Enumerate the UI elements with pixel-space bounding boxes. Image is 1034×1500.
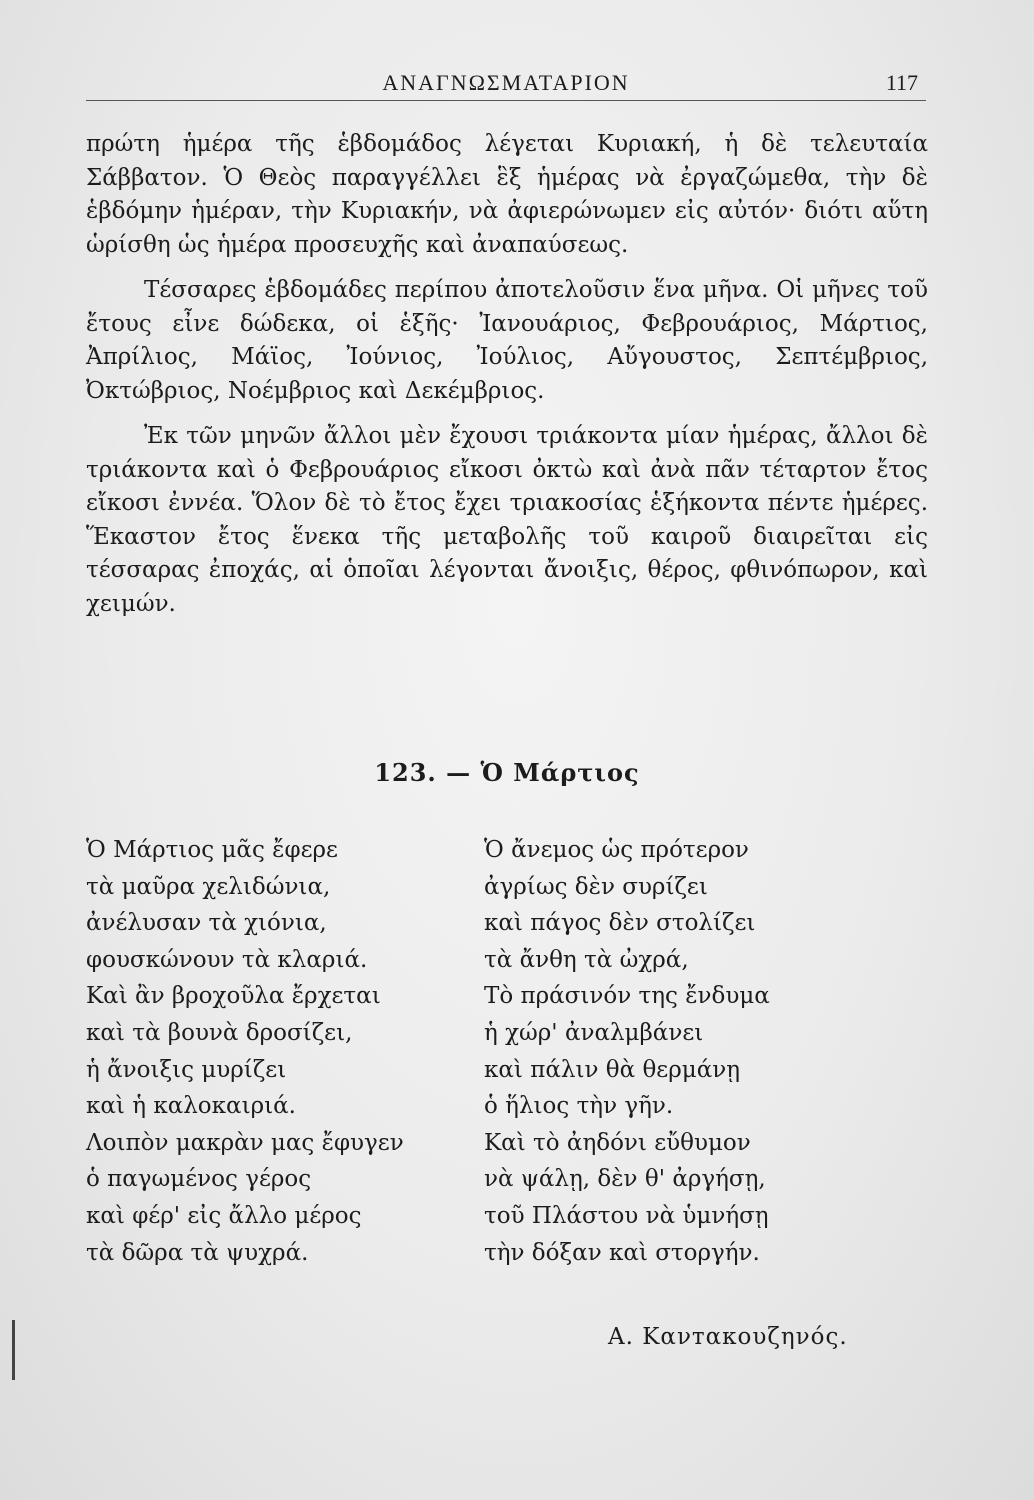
author-signature: Α. Κανтακουζηνός. xyxy=(608,1324,848,1350)
paragraph: πρώτη ἡμέρα τῆς ἑβδομάδος λέγεται Κυριακή, ἡ δὲ τελευταία Σάββατον. Ὁ Θεὸς παραγγέλλει ἓξ ἡμέρας νὰ ἐργαζώμεθα, τὴν δὲ ἑβδόμην ἡμέραν, τὴν Κυριακήν, νὰ ἀφιερώνωμεν εἰς αὐτόν· διότι αὕτη ὡρίσθη ὡς ἡμέρα προσευχῆς καὶ ἀναπαύσεως. xyxy=(86,131,928,258)
poem-line: νὰ ψάλῃ, δὲν θ' ἀργήσῃ, xyxy=(484,1166,766,1193)
poem-line: ὁ παγωμένος γέρος xyxy=(86,1166,312,1193)
poem-line: τὴν δόξαν καὶ στοργήν. xyxy=(484,1239,760,1266)
poem-line: Καὶ ἂν βροχοῦλα ἔρχεται xyxy=(86,983,381,1010)
header-rule xyxy=(86,100,926,101)
page-header xyxy=(86,66,926,106)
poem-line: Τὸ πράσινόν της ἔνδυμα xyxy=(484,983,770,1010)
poem-line: Ὁ ἄνεμος ὡς πρότερον xyxy=(484,837,749,863)
poem-line: ἀγρίως δὲν συρίζει xyxy=(484,873,708,900)
margin-mark xyxy=(12,1320,15,1380)
paragraph: Τέσσαρες ἑβδομάδες περίπου ἀποτελοῦσιν ἕνα μῆνα. Οἱ μῆνες τοῦ ἔτους εἶνε δώδεκα, οἱ ἑξῆς· Ἰανουάριος, Φεβρουάριος, Μάρτιος, Ἀπρίλιος, Μάϊος, Ἰούνιος, Ἰούλιος, Αὔγουστος, Σεπτέμβριος, Ὀκτώβριος, Νοέμβριος καὶ Δεκέμβριος. xyxy=(86,277,928,404)
poem-line: τὰ μαῦρα χελιδώνια, xyxy=(86,873,331,900)
poem-line: τοῦ Πλάστου νὰ ὑμνήσῃ xyxy=(484,1202,769,1229)
poem-line: καὶ τὰ βουνὰ δροσίζει, xyxy=(86,1019,353,1046)
poem-line: ὁ ἥλιος τὴν γῆν. xyxy=(484,1093,674,1120)
section-title: 123. — Ὁ Μάρτιος xyxy=(374,758,640,787)
poem-line: ἡ χώρ' ἀναλμβάνει xyxy=(484,1019,704,1046)
poem-right-column xyxy=(484,832,864,1271)
poem-line: ἀνέλυσαν τὰ χιόνια, xyxy=(86,910,327,937)
poem-line: καὶ ἡ καλοκαιριά. xyxy=(86,1093,296,1120)
poem-left-column xyxy=(86,832,466,1271)
poem-line: ἡ ἄνοιξις μυρίζει xyxy=(86,1056,287,1083)
poem-line: τὰ δῶρα τὰ ψυχρά. xyxy=(86,1239,309,1266)
poem-line: Καὶ τὸ ἀηδόνι εὔθυμον xyxy=(484,1129,751,1156)
prose-body xyxy=(86,128,928,633)
poem-line: καὶ πάλιν θὰ θερμάνῃ xyxy=(484,1056,740,1083)
poem-line: φουσκώνουν τὰ κλαριά. xyxy=(86,946,368,973)
poem-line: καὶ φέρ' εἰς ἄλλο μέρος xyxy=(86,1202,362,1229)
paragraph: Ἐκ τῶν μηνῶν ἄλλοι μὲν ἔχουσι τριάκοντα μίαν ἡμέρας, ἄλλοι δὲ τριάκοντα καὶ ὁ Φεβρουάριος εἴκοσι ὀκτὼ καὶ ἀνὰ πᾶν τέταρτον ἔτος εἴκοσι ἐννέα. Ὅλον δὲ τὸ ἔτος ἔχει τριακοσίας ἑξήκοντα πέντε ἡμέρες. Ἕκαστον ἔτος ἕνεκα τῆς μεταβολῆς τοῦ καιροῦ διαιρεῖται εἰς τέσσαρας ἐποχάς, αἱ ὁποῖαι λέγονται ἄνοιξις, θέρος, φθινόπωρον, καὶ χειμών. xyxy=(86,423,928,617)
poem-line: καὶ πάγος δὲν στολίζει xyxy=(484,910,756,937)
running-head: ΑΝΑΓΝΩΣΜΑΤΑΡΙΟΝ xyxy=(382,70,630,95)
poem-line: τὰ ἄνθη τὰ ὠχρά, xyxy=(484,946,689,973)
poem-line: Ὁ Μάρτιος μᾶς ἔφερε xyxy=(86,837,338,863)
page-number: 117 xyxy=(885,70,918,95)
poem-line: Λοιπὸν μακρὰν μας ἔφυγεν xyxy=(86,1129,404,1156)
